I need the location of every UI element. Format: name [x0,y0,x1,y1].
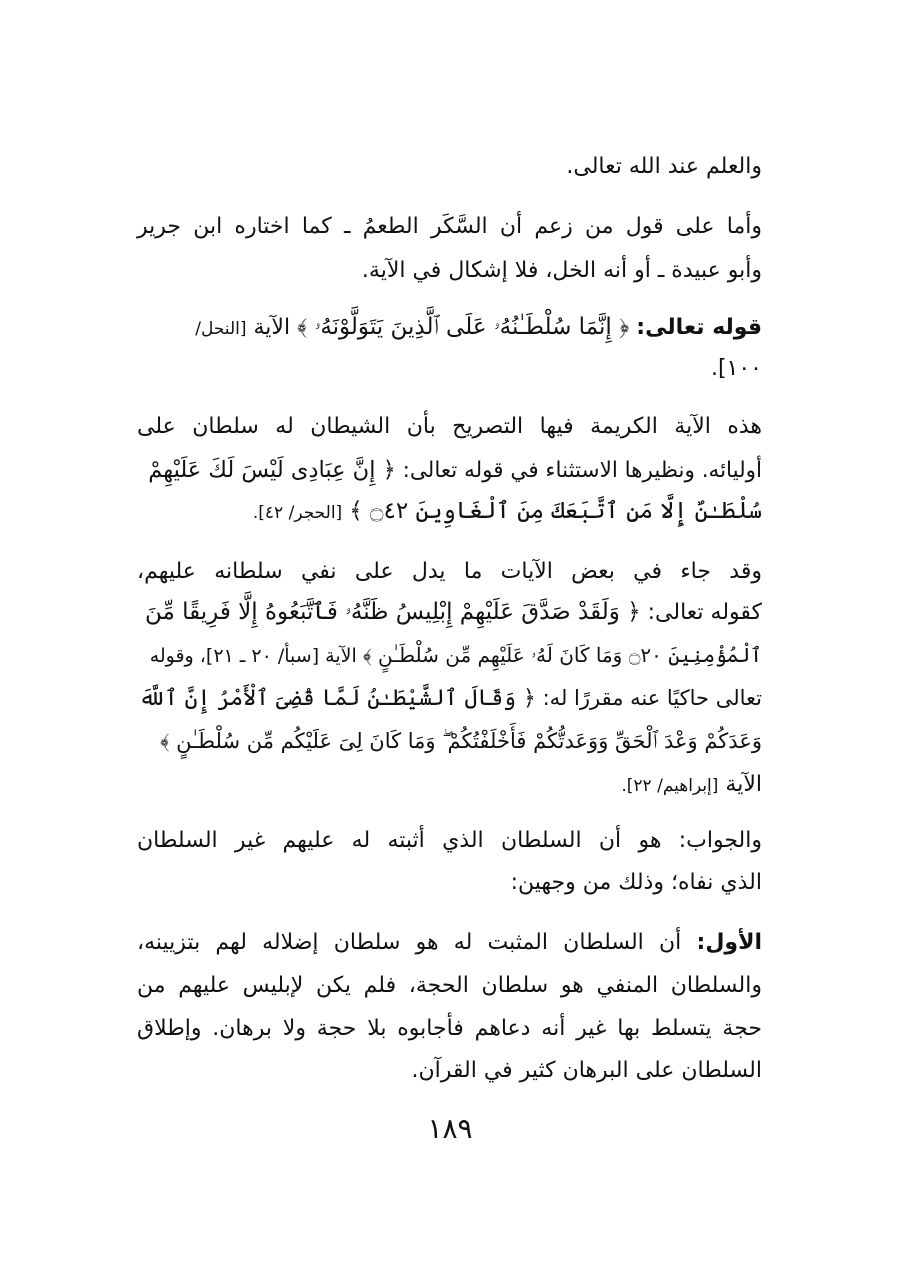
quran-verse: وَعَدَكُمْ وَعْدَ ٱلْحَقِّ وَوَعَدتُّكُمْ فَأَخْلَفْتُكُمْ ۖ وَمَا كَانَ لِىَ عَلَيْكُم مِّن سُلْطَـٰنٍ ﴾ [160,729,762,753]
page-number: ١٨٩ [427,1112,473,1145]
quran-verse: ﴿ وَقَالَ ٱلشَّيْطَـٰنُ لَمَّا قُضِىَ ٱلْأَمْرُ إِنَّ ٱللَّهَ [138,686,536,711]
para3-line2: ١٠٠]. [710,356,762,381]
quran-verse: ٱلْمُؤْمِنِينَ ۝٢٠ وَمَا كَانَ لَهُۥ عَلَيْهِم مِّن سُلْطَـٰنٍ ﴾ [362,643,762,667]
para6-line1: والجواب: هو أن السلطان الذي أثبته له عليهم غير السلطان [137,828,762,853]
para6-line2: الذي نفاه؛ وذلك من وجهين: [510,870,762,895]
para2-line1: وأما على قول من زعم أن السَّكَر الطعمُ ـ كما اختاره ابن جرير [137,214,762,239]
para5-line4 [137,683,762,714]
para3-line1 [137,312,762,344]
quran-verse: سُلْطَـٰنٌ إِلَّا مَنِ ٱتَّبَعَكَ مِنَ ٱلْغَاوِينَ ۝٤٢ ﴾ [349,498,762,524]
para7-line2: والسلطان المنفي هو سلطان الحجة، فلم يكن لإبليس عليهم من [137,973,762,998]
para1-line1: والعلم عند الله تعالى. [566,154,762,179]
quran-verse: ﴿ وَلَقَدْ صَدَّقَ عَلَيْهِمْ إِبْلِيسُ ظَنَّهُۥ فَٱتَّبَعُوهُ إِلَّا فَرِيقًا مِّنَ [145,599,641,625]
section-heading: الأول: [696,930,762,955]
para7-line1 [137,928,762,958]
para7-text: أن السلطان المثبت له هو سلطان إضلاله لهم بتزيينه، [137,930,682,955]
para7-line3: حجة يتسلط بها غير أنه دعاهم فأجابوه بلا حجة ولا برهان. وإطلاق [137,1016,762,1041]
para2-line2: وأبو عبيدة ـ أو أنه الخل، فلا إشكال في الآية. [361,258,762,283]
para4-line2 [137,455,762,486]
para4-text: أوليائه. ونظيرها الاستثناء في قوله تعالى: [402,458,762,483]
verse-reference: [النحل/ [195,319,247,339]
quran-verse: ﴿ إِنَّ عِبَادِى لَيْسَ لَكَ عَلَيْهِمْ [148,457,396,483]
para7-line4: السلطان على البرهان كثير في القرآن. [411,1058,762,1083]
para5-text: كقوله تعالى: [647,600,762,625]
section-heading: قوله تعالى: [636,315,762,340]
verse-reference: [الحجر/ ٤٢]. [252,503,343,523]
para4-line1: هذه الآية الكريمة فيها التصريح بأن الشيطان له سلطان على [137,414,762,439]
verse-label: الآية [325,645,357,667]
para5-line1: وقد جاء في بعض الآيات ما يدل على نفي سلطانه عليهم، [137,559,762,584]
quran-verse: ﴿ إِنَّمَا سُلْطَـٰنُهُۥ عَلَى ٱلَّذِينَ يَتَوَلَّوْنَهُۥ ﴾ [297,314,630,340]
para4-line3 [137,496,762,528]
verse-reference: [سبأ/ ٢٠ ـ ٢١]، وقوله [149,645,320,667]
para5-text: تعالى حاكيًا عنه مقررًا له: [542,686,762,710]
verse-reference: [إبراهيم/ ٢٢]. [621,776,719,796]
para5-line5 [137,726,762,757]
para5-line6 [137,770,762,801]
verse-label: الآية [253,315,291,340]
para5-line2 [137,597,762,628]
verse-label: الآية [725,772,762,797]
para5-line3 [137,640,762,671]
